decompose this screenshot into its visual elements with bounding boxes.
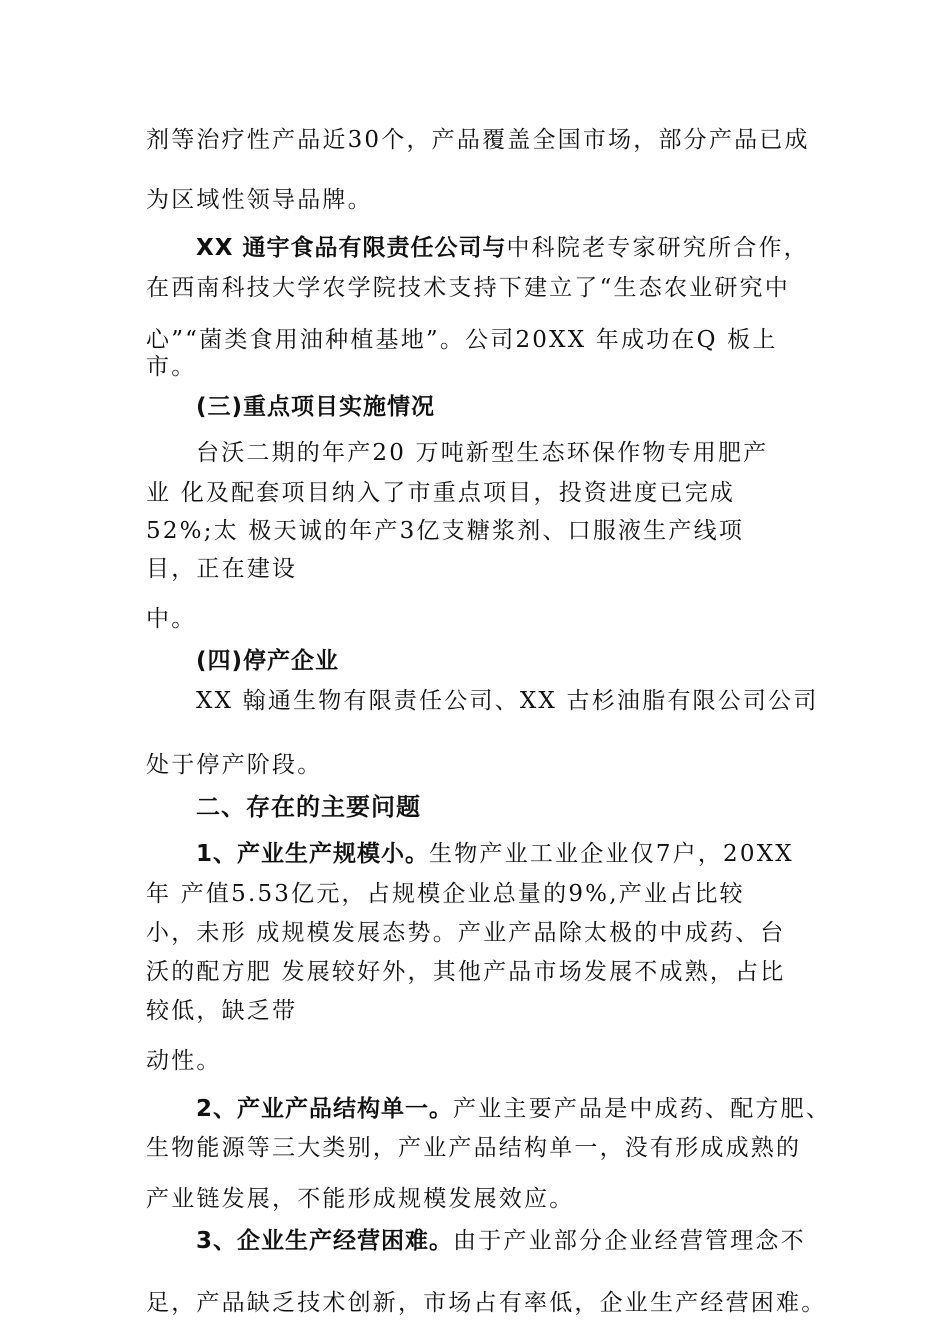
subsection-heading: (四)停产企业 xyxy=(196,648,340,674)
paragraph-line: 为区域性领导品牌。 xyxy=(146,187,373,213)
paragraph-line: 52%;太 极天诚的年产3亿支糖浆剂、口服液生产线项 xyxy=(146,518,745,544)
paragraph-line: 动性。 xyxy=(146,1048,222,1074)
paragraph-line: 年 产值5.53亿元，占规模企业总量的9%,产业占比较 xyxy=(146,881,745,907)
paragraph-line: 足，产品缺乏技术创新，市场占有率低，企业生产经营困难。 xyxy=(146,1290,827,1316)
bold-lead: 2、产业产品结构单一。 xyxy=(196,1096,454,1122)
paragraph-line: 较低，缺乏带 xyxy=(146,998,298,1024)
paragraph-line: 生物能源等三大类别，产业产品结构单一，没有形成成熟的 xyxy=(146,1135,802,1161)
paragraph-line: 产业链发展，不能形成规模发展效应。 xyxy=(146,1186,575,1212)
paragraph-line: 市。 xyxy=(146,354,197,380)
bold-lead: 3、企业生产经营困难。 xyxy=(196,1228,454,1254)
paragraph-line: 处于停产阶段。 xyxy=(146,752,323,778)
paragraph-text: 生物产业工业企业仅7户，20XX xyxy=(429,841,794,867)
paragraph-text: 由于产业部分企业经营管理念不 xyxy=(453,1228,806,1254)
paragraph-line: 剂等治疗性产品近30个，产品覆盖全国市场，部分产品已成 xyxy=(146,127,810,153)
paragraph-line: 台沃二期的年产20 万吨新型生态环保作物专用肥产 xyxy=(196,440,769,466)
subsection-heading: (三)重点项目实施情况 xyxy=(196,394,436,420)
bold-lead: 1、产业生产规模小。 xyxy=(196,841,430,867)
paragraph-line: XX 翰通生物有限责任公司、XX 古杉油脂有限公司公司 xyxy=(196,688,819,714)
paragraph-line xyxy=(196,1226,806,1256)
paragraph-line: 心”“菌类食用油种植基地”。公司20XX 年成功在Q 板上 xyxy=(146,327,778,353)
paragraph-line xyxy=(196,1094,831,1124)
paragraph-line xyxy=(196,839,794,869)
paragraph-line: 小，未形 成规模发展态势。产业产品除太极的中成药、台 xyxy=(146,920,786,946)
paragraph-text: 中科院老专家研究所合作， xyxy=(506,235,809,261)
paragraph-line: 中。 xyxy=(146,606,197,632)
paragraph-line xyxy=(196,233,809,263)
paragraph-line: 沃的配方肥 发展较好外，其他产品市场发展不成熟，占比 xyxy=(146,959,786,985)
section-heading: 二、存在的主要问题 xyxy=(196,793,421,821)
paragraph-line: 业 化及配套项目纳入了市重点项目，投资进度已完成 xyxy=(146,480,736,506)
paragraph-line: 目，正在建设 xyxy=(146,556,298,582)
paragraph-text: 产业主要产品是中成药、配方肥、 xyxy=(453,1096,832,1122)
bold-lead: XX 通宇食品有限责任公司与 xyxy=(196,235,507,261)
paragraph-line: 在西南科技大学农学院技术支持下建立了“生态农业研究中 xyxy=(146,275,790,301)
